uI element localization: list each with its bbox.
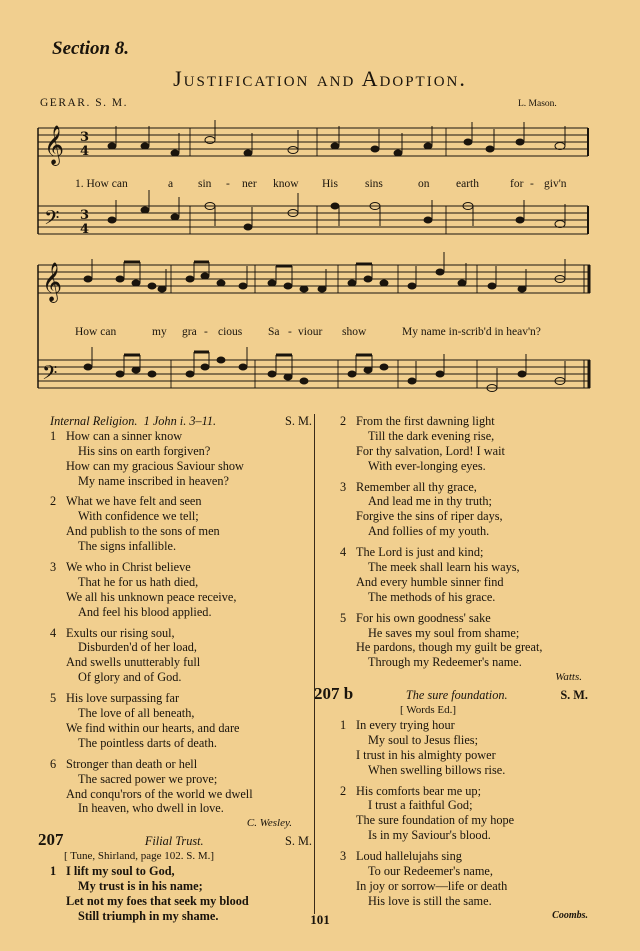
- lyric-syllable: -: [204, 326, 208, 338]
- verse-text: From the first dawning light: [356, 414, 495, 428]
- verse-line: [50, 787, 312, 802]
- lyric-syllable: Sa: [268, 326, 280, 338]
- verse-line: [340, 494, 588, 509]
- lyric-syllable: a: [168, 178, 174, 190]
- verse-text: And follies of my youth.: [368, 524, 490, 539]
- verse-number: 1: [50, 864, 57, 878]
- verse-line: [340, 414, 588, 429]
- verse-text: His love is still the same.: [368, 893, 492, 908]
- verse-line: [340, 611, 588, 626]
- svg-text:𝄞: 𝄞: [42, 262, 63, 302]
- verse-line: [340, 849, 588, 864]
- verse-line: [340, 560, 588, 575]
- verse-text: With ever-longing eyes.: [368, 458, 486, 473]
- verse-number: 6: [50, 756, 57, 771]
- verse-text: How can a sinner know: [66, 428, 183, 443]
- svg-text:𝄢: 𝄢: [44, 206, 60, 234]
- verse-line: [340, 640, 588, 655]
- verse-line: [50, 736, 312, 751]
- verse-number: 5: [50, 691, 57, 706]
- verse-line: [50, 474, 312, 489]
- verse-line: [340, 894, 588, 909]
- lyric-syllable: on: [418, 178, 430, 190]
- page-title: Justification and Adoption.: [173, 66, 467, 91]
- verse-line: [50, 894, 312, 909]
- lyric-syllable: sins: [365, 178, 383, 190]
- left-column: [38, 414, 312, 924]
- lyric-syllable: How can: [75, 326, 117, 338]
- lyric-syllable: viour: [298, 326, 323, 338]
- svg-text:3: 3: [80, 130, 90, 145]
- verse-text: Still triumph in my shame.: [78, 908, 219, 923]
- verse-text: We who in Christ believe: [66, 560, 191, 575]
- verse-line: [340, 509, 588, 524]
- verse-number: 2: [50, 494, 57, 509]
- svg-text:𝄢: 𝄢: [42, 361, 58, 389]
- verse-text: And lead me in thy truth;: [368, 494, 492, 509]
- verse-text: The pointless darts of death.: [78, 735, 217, 750]
- lyric-syllable: show: [342, 326, 367, 338]
- hymn-heading: [38, 830, 312, 850]
- hymn-number: 207 b: [314, 684, 354, 704]
- verse-number: 3: [340, 849, 347, 864]
- verse-text: I lift my soul to God,: [66, 864, 175, 878]
- lyric-syllable: His: [322, 178, 338, 190]
- verse-text: And publish to the sons of men: [66, 524, 220, 539]
- lyric-syllable: -: [288, 326, 292, 338]
- verse-line: [50, 864, 312, 879]
- verse-line: [340, 864, 588, 879]
- verse-line: [340, 575, 588, 590]
- verse-text: And every humble sinner find: [356, 574, 504, 589]
- verse-line: [50, 801, 312, 816]
- verse-text: His love surpassing far: [66, 691, 180, 706]
- verse-text: He saves my soul from shame;: [368, 625, 520, 640]
- column-divider: [314, 414, 315, 914]
- verse-text: The methods of his grace.: [368, 589, 496, 604]
- lyric-syllable: 1. How can: [75, 178, 128, 190]
- tune-name: GERAR. S. M.: [40, 97, 128, 109]
- verse-line: [50, 590, 312, 605]
- verse-text: Through my Redeemer's name.: [368, 655, 522, 670]
- verse-number: 4: [340, 545, 347, 560]
- lyric-syllable: cious: [218, 326, 243, 338]
- lyric-syllable: know: [273, 178, 299, 190]
- verse-line: [340, 444, 588, 459]
- verse-text: How can my gracious Saviour show: [66, 458, 244, 473]
- verse-text: And feel his blood applied.: [78, 604, 212, 619]
- verse-text: In heaven, who dwell in love.: [78, 801, 224, 816]
- verse-number: 4: [50, 625, 57, 640]
- verse-line: [340, 718, 588, 733]
- scripture-reference: 1 John i. 3–11.: [143, 414, 217, 428]
- verse-text: Remember all thy grace,: [356, 479, 477, 494]
- verse-line: [50, 670, 312, 685]
- verse-text: The signs infallible.: [78, 539, 177, 554]
- hymn-verses: [340, 414, 588, 670]
- verse-line: [340, 590, 588, 605]
- verse-line: [50, 757, 312, 772]
- lyric-syllable: ner: [242, 178, 257, 190]
- verse-line: [50, 575, 312, 590]
- verse-line: [50, 509, 312, 524]
- verse-number: 1: [340, 717, 347, 732]
- verse-line: [50, 605, 312, 620]
- verse-line: [50, 640, 312, 655]
- lyric-syllable: my: [152, 326, 167, 338]
- verse-text: The sacred power we prove;: [78, 771, 218, 786]
- verse-text: To our Redeemer's name,: [368, 863, 493, 878]
- hymn-heading: [50, 414, 312, 429]
- verse-text: I trust in his almighty power: [356, 747, 496, 762]
- verse-number: 2: [340, 783, 347, 798]
- lyric-syllable: for: [510, 178, 524, 190]
- music-staff-system-1: [0, 0, 640, 400]
- verse-number: 5: [340, 610, 347, 625]
- verse-text: The sure foundation of my hope: [356, 813, 515, 828]
- verse-text: I trust a faithful God;: [368, 798, 473, 813]
- verse-text: My name inscribed in heaven?: [78, 473, 229, 488]
- verse-text: In every trying hour: [356, 717, 455, 732]
- verse-text: Exults our rising soul,: [66, 625, 175, 640]
- section-label: Section 8.: [52, 38, 130, 59]
- verse-text: Disburden'd of her load,: [78, 640, 198, 655]
- verse-line: [50, 721, 312, 736]
- verse-text: We all his unknown peace receive,: [66, 589, 237, 604]
- verse-line: [50, 444, 312, 459]
- verse-line: [340, 655, 588, 670]
- verse-line: [50, 879, 312, 894]
- verse-number: 3: [50, 560, 57, 575]
- verse-line: [340, 828, 588, 843]
- verse-number: 3: [340, 479, 347, 494]
- verse-line: [50, 429, 312, 444]
- hymn-author: Coombs.: [552, 909, 588, 921]
- verse-text: For thy salvation, Lord! I wait: [356, 443, 505, 458]
- tune-note: [ Tune, Shirland, page 102. S. M.]: [64, 850, 215, 863]
- verse-line: [50, 560, 312, 575]
- page-number: 101: [310, 912, 330, 927]
- verse-text: With confidence we tell;: [78, 509, 199, 524]
- verse-text: My soul to Jesus flies;: [368, 732, 478, 747]
- lyric-syllable: -: [226, 178, 230, 190]
- verse-text: Loud hallelujahs sing: [356, 849, 462, 864]
- verse-line: [50, 524, 312, 539]
- lyric-syllable: giv'n: [544, 178, 567, 190]
- verse-text: The Lord is just and kind;: [356, 545, 484, 560]
- verse-text: We find within our hearts, and dare: [66, 720, 240, 735]
- verse-text: Let not my foes that seek my blood: [66, 893, 249, 908]
- verse-line: [340, 545, 588, 560]
- verse-number: 2: [340, 414, 347, 428]
- svg-text:3: 3: [80, 208, 90, 223]
- verse-line: [340, 784, 588, 799]
- verse-text: In joy or sorrow—life or death: [356, 878, 508, 893]
- verse-text: When swelling billows rise.: [368, 762, 506, 777]
- verse-text: The love of all beneath,: [78, 706, 195, 721]
- verse-line: [340, 459, 588, 474]
- verse-line: [340, 798, 588, 813]
- hymn-heading: [314, 684, 588, 704]
- verse-text: His comforts bear me up;: [356, 783, 481, 798]
- lyric-syllable: gra: [182, 326, 197, 338]
- hymn-title: Filial Trust.: [144, 834, 204, 849]
- verse-text: Stronger than death or hell: [66, 756, 198, 771]
- verse-line: [50, 539, 312, 554]
- verse-line: [50, 691, 312, 706]
- verse-text: For his own goodness' sake: [356, 610, 491, 625]
- verse-text: And swells unutterably full: [66, 655, 201, 670]
- hymn-verses: [340, 718, 588, 909]
- verse-number: 1: [50, 428, 57, 443]
- verse-line: [50, 772, 312, 787]
- verse-line: [340, 626, 588, 641]
- hymn-author: C. Wesley.: [246, 817, 292, 830]
- svg-text:4: 4: [80, 222, 90, 237]
- lyric-syllable: -: [530, 178, 534, 190]
- composer: L. Mason.: [518, 99, 557, 109]
- verse-line: [50, 626, 312, 641]
- verse-line: [50, 706, 312, 721]
- hymn-verses: [50, 429, 312, 816]
- verse-line: [50, 459, 312, 474]
- verse-text: The meek shall learn his ways,: [368, 560, 520, 575]
- lyric-syllable: My name in-scrib'd in heav'n?: [402, 326, 541, 338]
- hymn-number: 207: [38, 830, 64, 850]
- verse-line: [50, 494, 312, 509]
- verse-line: [340, 748, 588, 763]
- verse-line: [340, 429, 588, 444]
- hymn-author: Watts.: [555, 671, 582, 684]
- verse-text: What we have felt and seen: [66, 494, 202, 509]
- verse-line: [50, 655, 312, 670]
- verse-line: [340, 480, 588, 495]
- verse-line: [340, 733, 588, 748]
- hymn-title: The sure foundation.: [405, 688, 508, 703]
- verse-text: Forgive the sins of riper days,: [356, 509, 503, 524]
- verse-text: Of glory and of God.: [78, 670, 182, 685]
- verse-text: And conqu'rors of the world we dwell: [66, 786, 253, 801]
- verse-text: His sins on earth forgiven?: [78, 443, 211, 458]
- svg-text:𝄞: 𝄞: [44, 125, 65, 165]
- hymn-meter: S. M.: [285, 414, 312, 428]
- verse-text: My trust is in his name;: [78, 878, 203, 893]
- verse-text: That he for us hath died,: [78, 574, 199, 589]
- hymn-meter: S. M.: [560, 688, 588, 703]
- hymn-subject: Internal Religion.: [50, 414, 138, 428]
- verse-line: [340, 524, 588, 539]
- words-note: [ Words Ed.]: [400, 704, 457, 717]
- svg-text:4: 4: [80, 144, 90, 159]
- verse-text: Is in my Saviour's blood.: [368, 828, 491, 843]
- verse-line: [340, 879, 588, 894]
- lyric-syllable: sin: [198, 178, 212, 190]
- lyric-syllable: earth: [456, 178, 479, 190]
- hymn-meter: S. M.: [285, 834, 312, 849]
- verse-text: He pardons, though my guilt be great,: [356, 640, 543, 655]
- verse-text: Till the dark evening rise,: [368, 428, 495, 443]
- verse-line: [340, 813, 588, 828]
- verse-line: [340, 763, 588, 778]
